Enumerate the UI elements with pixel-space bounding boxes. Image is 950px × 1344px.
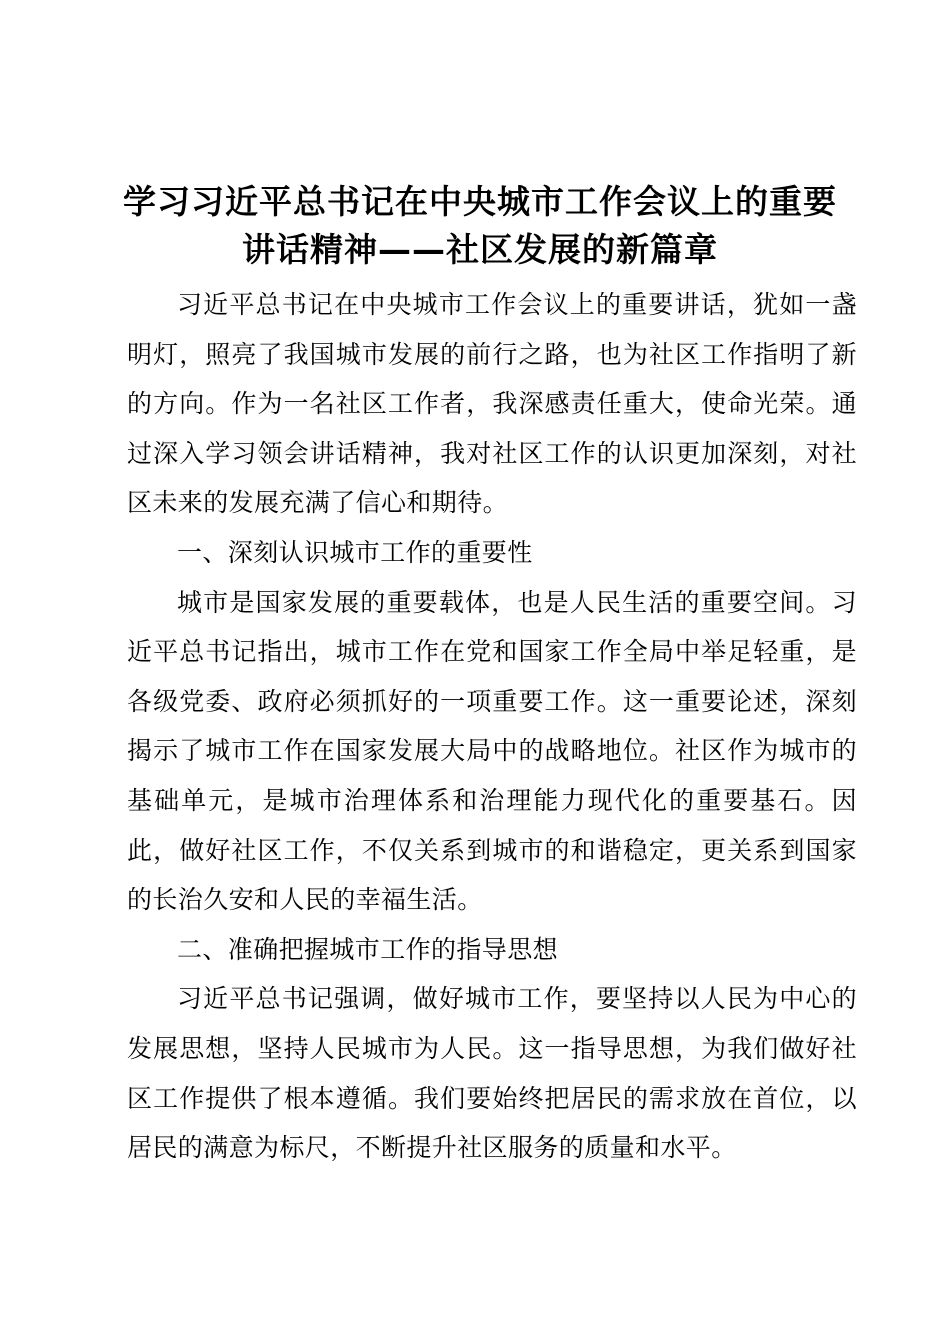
document-title: 学习习近平总书记在中央城市工作会议上的重要讲话精神——社区发展的新篇章	[123, 182, 837, 269]
intro-paragraph: 习近平总书记在中央城市工作会议上的重要讲话，犹如一盏明灯，照亮了我国城市发展的前行之路，也为社区工作指明了新的方向。作为一名社区工作者，我深感责任重大，使命光荣。通过深入学习领会讲话精神，我对社区工作的认识更加深刻，对社区未来的发展充满了信心和期待。	[127, 290, 857, 518]
section-heading-2: 二、准确把握城市工作的指导思想	[177, 934, 559, 964]
section-1-paragraph: 城市是国家发展的重要载体，也是人民生活的重要空间。习近平总书记指出，城市工作在党和国家工作全局中举足轻重，是各级党委、政府必须抓好的一项重要工作。这一重要论述，深刻揭示了城市工作在国家发展大局中的战略地位。社区作为城市的基础单元，是城市治理体系和治理能力现代化的重要基石。因此，做好社区工作，不仅关系到城市的和谐稳定，更关系到国家的长治久安和人民的幸福生活。	[127, 587, 857, 915]
document-body	[127, 280, 857, 1173]
section-heading-1: 一、深刻认识城市工作的重要性	[177, 537, 533, 567]
section-2-paragraph: 习近平总书记强调，做好城市工作，要坚持以人民为中心的发展思想，坚持人民城市为人民。这一指导思想，为我们做好社区工作提供了根本遵循。我们要始终把居民的需求放在首位，以居民的满意为标尺，不断提升社区服务的质量和水平。	[127, 984, 857, 1163]
